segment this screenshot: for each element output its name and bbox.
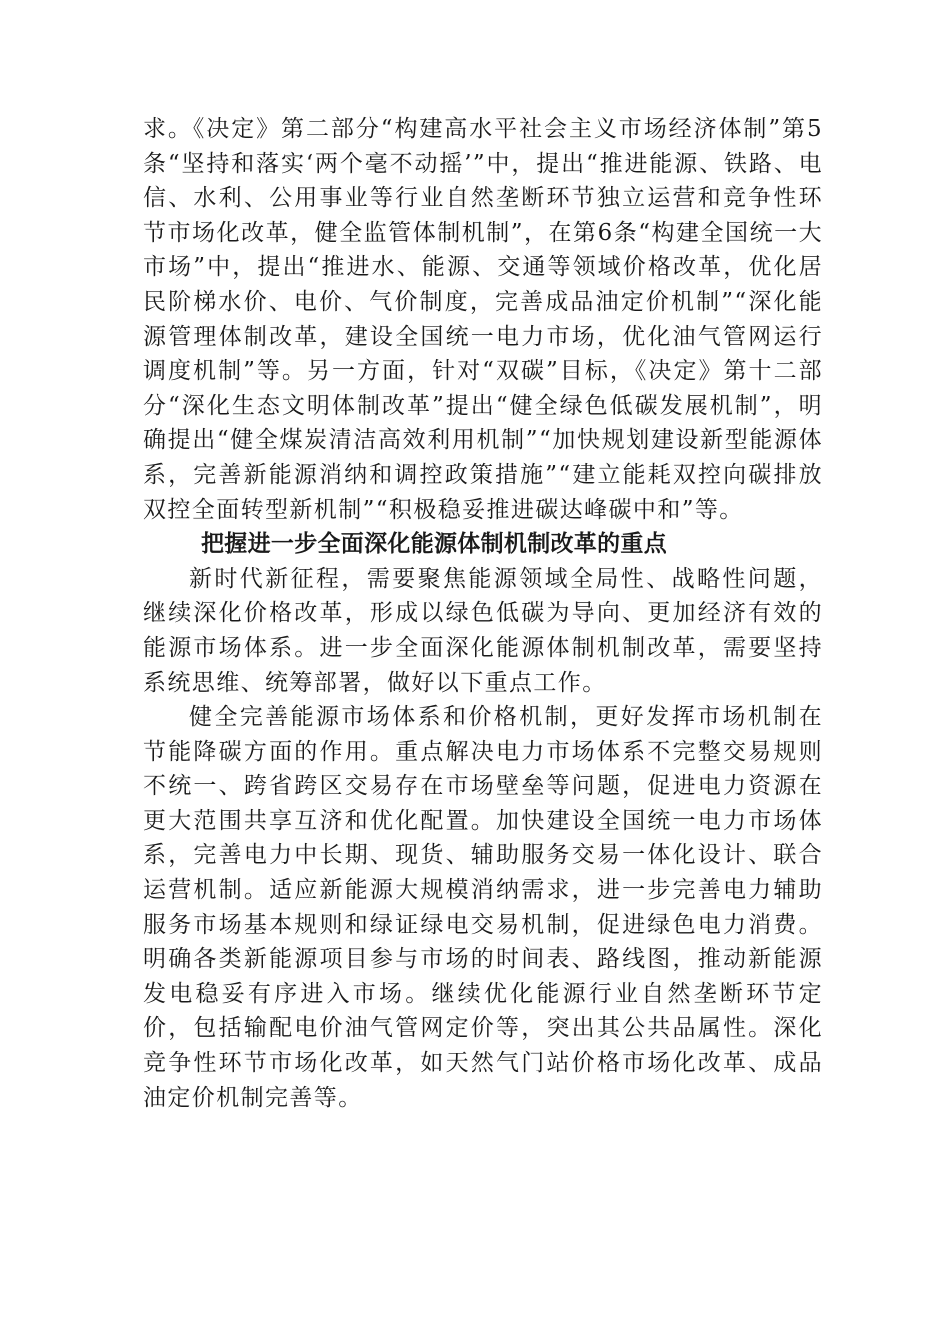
section-heading: 把握进一步全面深化能源体制机制改革的重点 (201, 531, 667, 558)
paragraph-continued: 求。《决定》第二部分“构建高水平社会主义市场经济体制”第5条“坚持和落实‘两个毫不动摇’”中，提出“推进能源、铁路、电信、水利、公用事业等行业自然垄断环节独立运营和竞争性环节市场化改革，健全监管体制机制”，在第6条“构建全国统一大市场”中，提出“推进水、能源、交通等领域价格改革，优化居民阶梯水价、电价、气价制度，完善成品油定价机制”“深化能源管理体制改革，建设全国统一电力市场，优化油气管网运行调度机制”等。另一方面，针对“双碳”目标，《决定》第十二部分“深化生态文明体制改革”提出“健全绿色低碳发展机制”，明确提出“健全煤炭清洁高效利用机制”“加快规划建设新型能源体系，完善新能源消纳和调控政策措施”“建立能耗双控向碳排放双控全面转型新机制”“积极稳妥推进碳达峰碳中和”等。 (143, 116, 823, 523)
paragraph-intro: 新时代新征程，需要聚焦能源领域全局性、战略性问题，继续深化价格改革，形成以绿色低碳为导向、更加经济有效的能源市场体系。进一步全面深化能源体制机制改革，需要坚持系统思维、统筹部署，做好以下重点工作。 (143, 565, 823, 696)
document-body (143, 112, 823, 1115)
paragraph-market-pricing: 健全完善能源市场体系和价格机制，更好发挥市场机制在节能降碳方面的作用。重点解决电力市场体系不完整交易规则不统一、跨省跨区交易存在市场壁垒等问题，促进电力资源在更大范围共享互济和优化配置。加快建设全国统一电力市场体系，完善电力中长期、现货、辅助服务交易一体化设计、联合运营机制。适应新能源大规模消纳需求，进一步完善电力辅助服务市场基本规则和绿证绿电交易机制，促进绿色电力消费。明确各类新能源项目参与市场的时间表、路线图，推动新能源发电稳妥有序进入市场。继续优化能源行业自然垄断环节定价，包括输配电价油气管网定价等，突出其公共品属性。深化竞争性环节市场化改革，如天然气门站价格市场化改革、成品油定价机制完善等。 (143, 704, 823, 1111)
